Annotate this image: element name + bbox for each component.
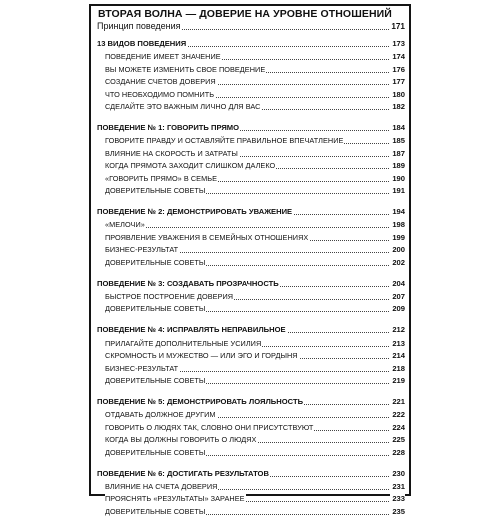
toc-entry-page-number: 225 xyxy=(392,435,405,445)
toc-entry-page-number: 185 xyxy=(392,136,405,146)
toc-entry-label: ПРОЯВЛЕНИЕ УВАЖЕНИЯ В СЕМЕЙНЫХ ОТНОШЕНИЯХ xyxy=(105,232,309,242)
toc-entry-label: ВЛИЯНИЕ НА СЧЕТА ДОВЕРИЯ xyxy=(105,482,218,491)
chapter-heading-label: ПОВЕДЕНИЕ № 2: ДЕМОНСТРИРОВАТЬ УВАЖЕНИЕ xyxy=(97,207,293,216)
toc-entry xyxy=(105,290,405,301)
toc-entry xyxy=(105,172,405,183)
toc-entry-label: ДОВЕРИТЕЛЬНЫЕ СОВЕТЫ xyxy=(105,447,206,457)
toc-entry-page-number: 200 xyxy=(392,245,405,255)
toc-entry-label: ВЫ МОЖЕТЕ ИЗМЕНИТЬ СВОЕ ПОВЕДЕНИЕ xyxy=(105,64,266,74)
toc-entry-label: КОГДА ВЫ ДОЛЖНЫ ГОВОРИТЬ О ЛЮДЯХ xyxy=(105,435,257,445)
toc-entry-label: ДОВЕРИТЕЛЬНЫЕ СОВЕТЫ xyxy=(105,186,206,195)
toc-entry xyxy=(105,147,405,158)
toc-entry-page-number: 219 xyxy=(392,376,405,385)
toc-entry-page-number: 199 xyxy=(392,232,405,242)
toc-entry-label: СКРОМНОСТЬ И МУЖЕСТВО — ИЛИ ЭГО И ГОРДЫНЯ xyxy=(105,351,298,361)
toc-entry-page-number: 235 xyxy=(392,506,405,516)
toc-entry-page-number: 209 xyxy=(392,304,405,314)
toc-entry-page-number: 228 xyxy=(392,447,405,457)
toc-entry xyxy=(105,134,405,145)
toc-entry-label: БИЗНЕС-РЕЗУЛЬТАТ xyxy=(105,363,179,373)
toc-entry xyxy=(105,480,405,491)
toc-entry-page-number: 213 xyxy=(392,338,405,348)
toc-entry-label: ГОВОРИТЬ О ЛЮДЯХ ТАК, СЛОВНО ОНИ ПРИСУТСТВУЮТ xyxy=(105,422,314,432)
toc-entry-page-number: 222 xyxy=(392,410,405,420)
toc-entry-page-number: 190 xyxy=(392,173,405,183)
intro-entry-page-number: 171 xyxy=(391,22,405,31)
toc-entry-page-number: 202 xyxy=(392,257,405,267)
chapter-heading-label: ПОВЕДЕНИЕ № 4: ИСПРАВЛЯТЬ НЕПРАВИЛЬНОЕ xyxy=(97,325,286,335)
toc-entry-page-number: 187 xyxy=(392,148,405,158)
chapter-heading-page-number: 212 xyxy=(392,325,405,335)
toc-entry-label: ПРИЛАГАЙТЕ ДОПОЛНИТЕЛЬНЫЕ УСИЛИЯ xyxy=(105,338,262,348)
toc-entry xyxy=(105,349,405,360)
toc-entry xyxy=(105,256,405,267)
toc-entry-label: КОГДА ПРЯМОТА ЗАХОДИТ СЛИШКОМ ДАЛЕКО xyxy=(105,161,276,171)
chapter-heading-label: ПОВЕДЕНИЕ № 1: ГОВОРИТЬ ПРЯМО xyxy=(97,123,240,132)
chapter-heading-page-number: 230 xyxy=(392,468,405,478)
toc-entry xyxy=(105,63,405,74)
toc-entry xyxy=(105,374,405,385)
toc-entry-label: «МЕЛОЧИ» xyxy=(105,220,145,230)
toc-entry-page-number: 177 xyxy=(392,77,405,87)
toc-entry xyxy=(105,75,405,86)
toc-entry xyxy=(105,505,405,516)
toc-entry xyxy=(105,337,405,348)
toc-entry-label: СДЕЛАЙТЕ ЭТО ВАЖНЫМ ЛИЧНО ДЛЯ ВАС xyxy=(105,102,261,111)
toc-entry-page-number: 191 xyxy=(392,186,405,195)
toc-entry xyxy=(105,184,405,195)
chapter-heading-page-number: 221 xyxy=(392,397,405,406)
toc-entry xyxy=(105,492,405,503)
toc-entry-page-number: 224 xyxy=(392,422,405,432)
chapter-heading-label: ПОВЕДЕНИЕ № 6: ДОСТИГАТЬ РЕЗУЛЬТАТОВ xyxy=(97,468,269,478)
chapter-heading-page-number: 194 xyxy=(392,207,405,216)
chapter-heading-page-number: 204 xyxy=(392,278,405,288)
toc-entry-page-number: 231 xyxy=(392,482,405,491)
toc-entry xyxy=(105,88,405,99)
toc-entry-label: БИЗНЕС-РЕЗУЛЬТАТ xyxy=(105,245,179,255)
toc-entry-page-number: 198 xyxy=(392,220,405,230)
intro-entry xyxy=(97,20,405,31)
chapter-heading xyxy=(97,467,405,478)
chapter-heading xyxy=(97,277,405,288)
toc-entry-label: ПРОЯСНЯТЬ «РЕЗУЛЬТАТЫ» ЗАРАНЕЕ xyxy=(105,494,245,504)
chapter-heading-page-number: 184 xyxy=(392,123,405,132)
toc-entry-label: ДОВЕРИТЕЛЬНЫЕ СОВЕТЫ xyxy=(105,257,206,267)
chapter-heading xyxy=(97,37,405,48)
toc-entry-label: ДОВЕРИТЕЛЬНЫЕ СОВЕТЫ xyxy=(105,304,206,314)
toc-entry-label: ОТДАВАТЬ ДОЛЖНОЕ ДРУГИМ xyxy=(105,410,216,420)
toc-entry xyxy=(105,421,405,432)
toc-entry-page-number: 182 xyxy=(392,102,405,111)
toc-entry xyxy=(105,408,405,419)
toc-entry-page-number: 174 xyxy=(392,52,405,62)
toc-entry xyxy=(105,100,405,111)
toc-entry-page-number: 176 xyxy=(392,64,405,74)
toc-entry-page-number: 233 xyxy=(392,494,405,504)
chapter-heading-label: ПОВЕДЕНИЕ № 5: ДЕМОНСТРИРОВАТЬ ЛОЯЛЬНОСТЬ xyxy=(97,397,304,406)
toc-entry-label: ГОВОРИТЕ ПРАВДУ И ОСТАВЛЯЙТЕ ПРАВИЛЬНОЕ ВПЕЧАТЛЕНИЕ xyxy=(105,136,344,146)
chapter-heading-label: ПОВЕДЕНИЕ № 3: СОЗДАВАТЬ ПРОЗРАЧНОСТЬ xyxy=(97,278,279,288)
toc-entry-label: ПОВЕДЕНИЕ ИМЕЕТ ЗНАЧЕНИЕ xyxy=(105,52,221,62)
chapter-heading-label: 13 ВИДОВ ПОВЕДЕНИЯ xyxy=(97,39,187,48)
toc-entry xyxy=(105,362,405,373)
toc-entry-page-number: 180 xyxy=(392,89,405,99)
toc-entry xyxy=(105,50,405,61)
toc-entry-label: ДОВЕРИТЕЛЬНЫЕ СОВЕТЫ xyxy=(105,506,206,516)
chapter-heading xyxy=(97,395,405,406)
chapter-heading xyxy=(97,323,405,334)
toc-entry xyxy=(105,159,405,170)
toc-entry xyxy=(105,231,405,242)
toc-entry-page-number: 218 xyxy=(392,363,405,373)
chapter-heading xyxy=(97,205,405,216)
dot-leader xyxy=(105,227,405,228)
book-page xyxy=(89,4,411,516)
chapter-heading-page-number: 173 xyxy=(392,39,405,48)
intro-entry-label: Принцип поведения xyxy=(97,21,181,31)
toc-entry-label: ЧТО НЕОБХОДИМО ПОМНИТЬ xyxy=(105,89,215,99)
toc-entry-page-number: 189 xyxy=(392,161,405,171)
toc-entry-label: ВЛИЯНИЕ НА СКОРОСТЬ И ЗАТРАТЫ xyxy=(105,148,238,158)
toc-entry xyxy=(105,243,405,254)
toc-entry-label: СОЗДАНИЕ СЧЕТОВ ДОВЕРИЯ xyxy=(105,77,216,87)
page-title: ВТОРАЯ ВОЛНА — ДОВЕРИЕ НА УРОВНЕ ОТНОШЕНИЙ xyxy=(98,8,392,20)
toc-entry xyxy=(105,446,405,457)
toc-entry xyxy=(105,433,405,444)
toc-entry-page-number: 207 xyxy=(392,292,405,301)
toc-entry-label: БЫСТРОЕ ПОСТРОЕНИЕ ДОВЕРИЯ xyxy=(105,292,234,301)
chapter-heading xyxy=(97,121,405,132)
toc-entry xyxy=(105,302,405,313)
toc-entry-page-number: 214 xyxy=(392,351,405,361)
toc-entry-label: ДОВЕРИТЕЛЬНЫЕ СОВЕТЫ xyxy=(105,376,206,385)
toc-entry-label: «ГОВОРИТЬ ПРЯМО» В СЕМЬЕ xyxy=(105,173,217,183)
toc-entry xyxy=(105,218,405,229)
